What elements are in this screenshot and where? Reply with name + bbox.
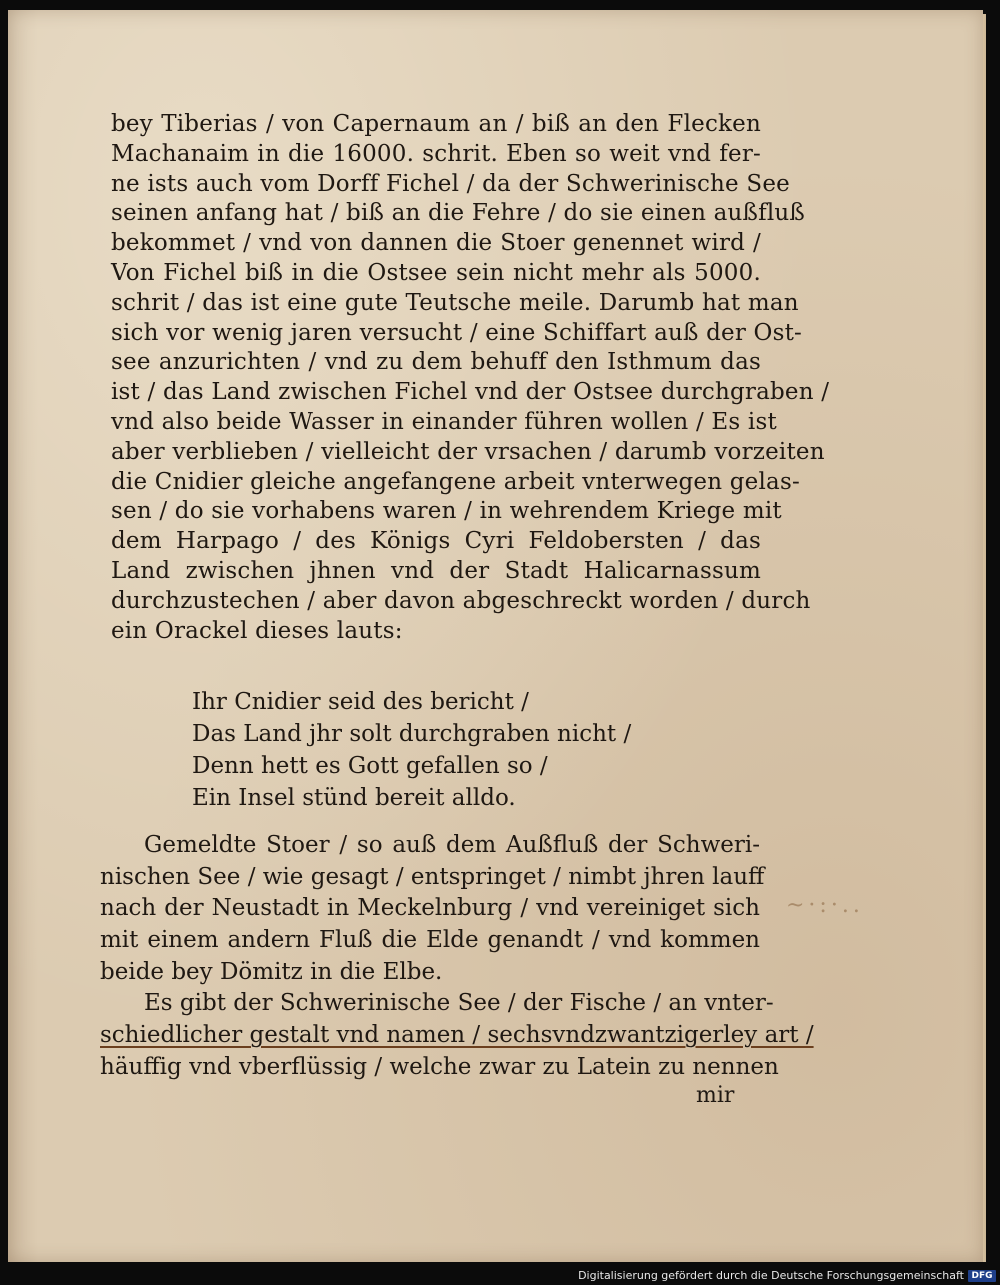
text-line: nach der Neustadt in Meckelnburg / vnd vereiniget sich xyxy=(100,895,760,922)
oracle-verse xyxy=(192,686,631,814)
text-line: aber verblieben / vielleicht der vrsachen / darumb vorzeiten xyxy=(111,438,825,465)
verse-line: Ein Insel stünd bereit alldo. xyxy=(192,785,516,811)
text-line: ne ists auch vom Dorff Fichel / da der Schwerinische See xyxy=(111,170,790,197)
main-paragraph xyxy=(111,110,830,646)
verse-line: Ihr Cnidier seid des bericht / xyxy=(192,689,529,715)
dfg-logo-icon: DFG xyxy=(968,1270,996,1282)
text-line: bekommet / vnd von dannen die Stoer genennet wird / xyxy=(111,230,761,257)
text-line: dem Harpago / des Königs Cyri Feldobersten / das xyxy=(111,528,761,555)
text-line: sen / do sie vorhabens waren / in wehrendem Kriege mit xyxy=(111,498,782,525)
text-line: Land zwischen jhnen vnd der Stadt Halicarnassum xyxy=(111,557,761,584)
text-line: bey Tiberias / von Capernaum an / biß an den Flecken xyxy=(111,111,761,137)
text-line: schrit / das ist eine gute Teutsche meile. Darumb hat man xyxy=(111,289,799,316)
text-line: Machanaim in die 16000. schrit. Eben so weit vnd fer- xyxy=(111,140,761,167)
text-line: vnd also beide Wasser in einander führen wollen / Es ist xyxy=(111,408,777,435)
text-line: durchzustechen / aber davon abgeschreckt worden / durch xyxy=(111,587,811,614)
text-line: häuffig vnd vberflüssig / welche zwar zu Latein zu nennen xyxy=(100,1053,779,1080)
text-line: sich vor wenig jaren versucht / eine Schiffart auß der Ost- xyxy=(111,319,803,346)
funding-credit: Digitalisierung gefördert durch die Deutsche Forschungsgemeinschaft xyxy=(578,1269,964,1282)
text-line: die Cnidier gleiche angefangene arbeit vnterwegen gelas- xyxy=(111,468,800,495)
text-line: beide bey Dömitz in die Elbe. xyxy=(100,958,443,985)
ink-smudge-decoration: ~·:·.. xyxy=(786,893,864,918)
verse-line: Das Land jhr solt durchgraben nicht / xyxy=(192,721,632,747)
text-line: see anzurichten / vnd zu dem behuff den Isthmum das xyxy=(111,349,761,376)
footer-bar xyxy=(0,1268,1000,1285)
catchword: mir xyxy=(696,1083,735,1108)
text-line: ein Orackel dieses lauts: xyxy=(111,617,403,644)
text-line: mit einem andern Fluß die Elde genandt / vnd kommen xyxy=(100,927,760,954)
text-line: nischen See / wie gesagt / entspringet / nimbt jhren lauff xyxy=(100,863,765,890)
text-line: schiedlicher gestalt vnd namen / sechsvndzwantzigerley art / xyxy=(100,1022,814,1049)
verse-line: Denn hett es Gott gefallen so / xyxy=(192,753,548,779)
text-line: ist / das Land zwischen Fichel vnd der Ostsee durchgraben / xyxy=(111,379,830,406)
text-line: Gemeldte Stoer / so auß dem Außfluß der Schweri- xyxy=(144,832,760,858)
text-line: Es gibt der Schwerinische See / der Fische / an vnter- xyxy=(144,990,774,1017)
rivers-paragraph xyxy=(100,830,814,1084)
text-line: Von Fichel biß in die Ostsee sein nicht mehr als 5000. xyxy=(111,259,761,286)
text-line: seinen anfang hat / biß an die Fehre / do sie einen außfluß xyxy=(111,200,805,227)
